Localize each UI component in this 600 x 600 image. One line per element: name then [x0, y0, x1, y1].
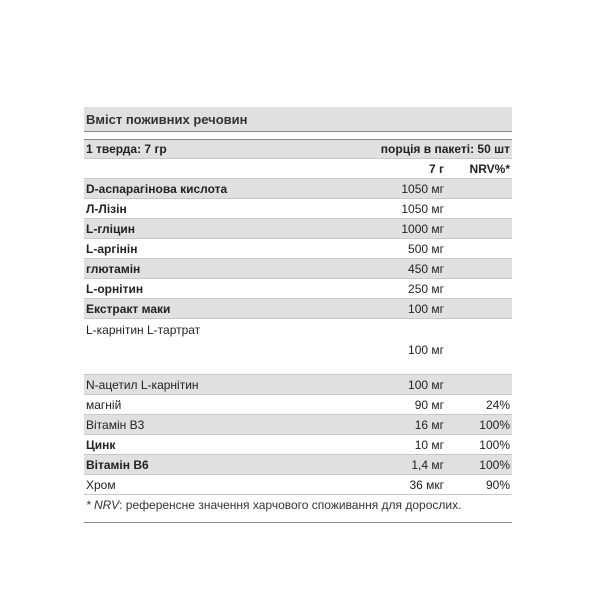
table-row	[84, 218, 512, 238]
nutrition-table	[84, 107, 512, 523]
nutrient-nrv: 100%	[479, 417, 510, 432]
nutrient-name: L-гліцин	[86, 221, 135, 236]
nutrient-amount: 16 мг	[414, 417, 444, 432]
nrv-header: NRV%*	[469, 161, 510, 176]
nutrient-nrv: 24%	[485, 397, 510, 412]
table-row	[84, 298, 512, 318]
servings-per-pack: порція в пакеті: 50 шт	[380, 142, 510, 156]
nutrient-amount: 1000 мг	[401, 221, 444, 236]
nutrient-name: L-карнітин L-тартрат	[86, 323, 201, 337]
table-row	[84, 454, 512, 474]
nutrient-nrv: 90%	[485, 477, 510, 492]
footnote-text: : референсне значення харчового споживання для дорослих.	[119, 497, 462, 512]
column-header-row	[84, 158, 512, 178]
table-row	[84, 414, 512, 434]
amount-header: 7 г	[428, 161, 444, 176]
nutrient-name: Цинк	[86, 437, 116, 452]
nutrient-name: Л-Лізін	[86, 201, 127, 216]
nutrient-name: L-аргінін	[86, 241, 138, 256]
nutrient-amount: 10 мг	[414, 437, 444, 452]
table-row	[84, 278, 512, 298]
nutrient-amount: 100 мг	[408, 377, 444, 392]
serving-size: 1 тверда: 7 гр	[86, 142, 167, 156]
nutrient-name: Вітамін B6	[86, 457, 149, 472]
table-row	[84, 394, 512, 414]
nutrient-name: глютамін	[86, 261, 141, 276]
nutrient-name: L-орнітин	[86, 281, 144, 296]
nutrient-name: магній	[86, 397, 122, 412]
table-title: Вміст поживних речовин	[84, 107, 512, 132]
nutrient-amount: 100 мг	[408, 301, 444, 316]
footnote-asterisk: *	[86, 497, 91, 512]
nutrient-nrv: 100%	[479, 437, 510, 452]
spacer	[84, 132, 512, 139]
bottom-divider	[84, 522, 512, 523]
nutrient-name: N-ацетил L-карнітин	[86, 377, 199, 392]
table-row	[84, 318, 512, 374]
nutrient-amount: 1050 мг	[401, 181, 444, 196]
nutrient-amount: 100 мг	[408, 343, 444, 357]
nutrient-amount: 450 мг	[408, 261, 444, 276]
table-row	[84, 178, 512, 198]
table-row	[84, 198, 512, 218]
serving-row	[84, 139, 512, 158]
nutrient-name: D-аспарагінова кислота	[86, 181, 228, 196]
nutrient-name: Вітамін B3	[86, 417, 145, 432]
nutrient-name: Екстракт маки	[86, 301, 171, 316]
footnote	[84, 494, 512, 514]
nutrient-amount: 90 мг	[414, 397, 444, 412]
nutrient-amount: 36 мкг	[409, 477, 444, 492]
nutrient-amount: 500 мг	[408, 241, 444, 256]
nutrient-nrv: 100%	[479, 457, 510, 472]
table-row	[84, 258, 512, 278]
table-row	[84, 374, 512, 394]
table-row	[84, 238, 512, 258]
table-row	[84, 474, 512, 494]
table-row	[84, 434, 512, 454]
nutrient-name: Хром	[86, 477, 116, 492]
footnote-nrv: NRV	[94, 497, 120, 512]
nutrient-amount: 250 мг	[408, 281, 444, 296]
nutrient-amount: 1050 мг	[401, 201, 444, 216]
nutrient-amount: 1,4 мг	[411, 457, 444, 472]
